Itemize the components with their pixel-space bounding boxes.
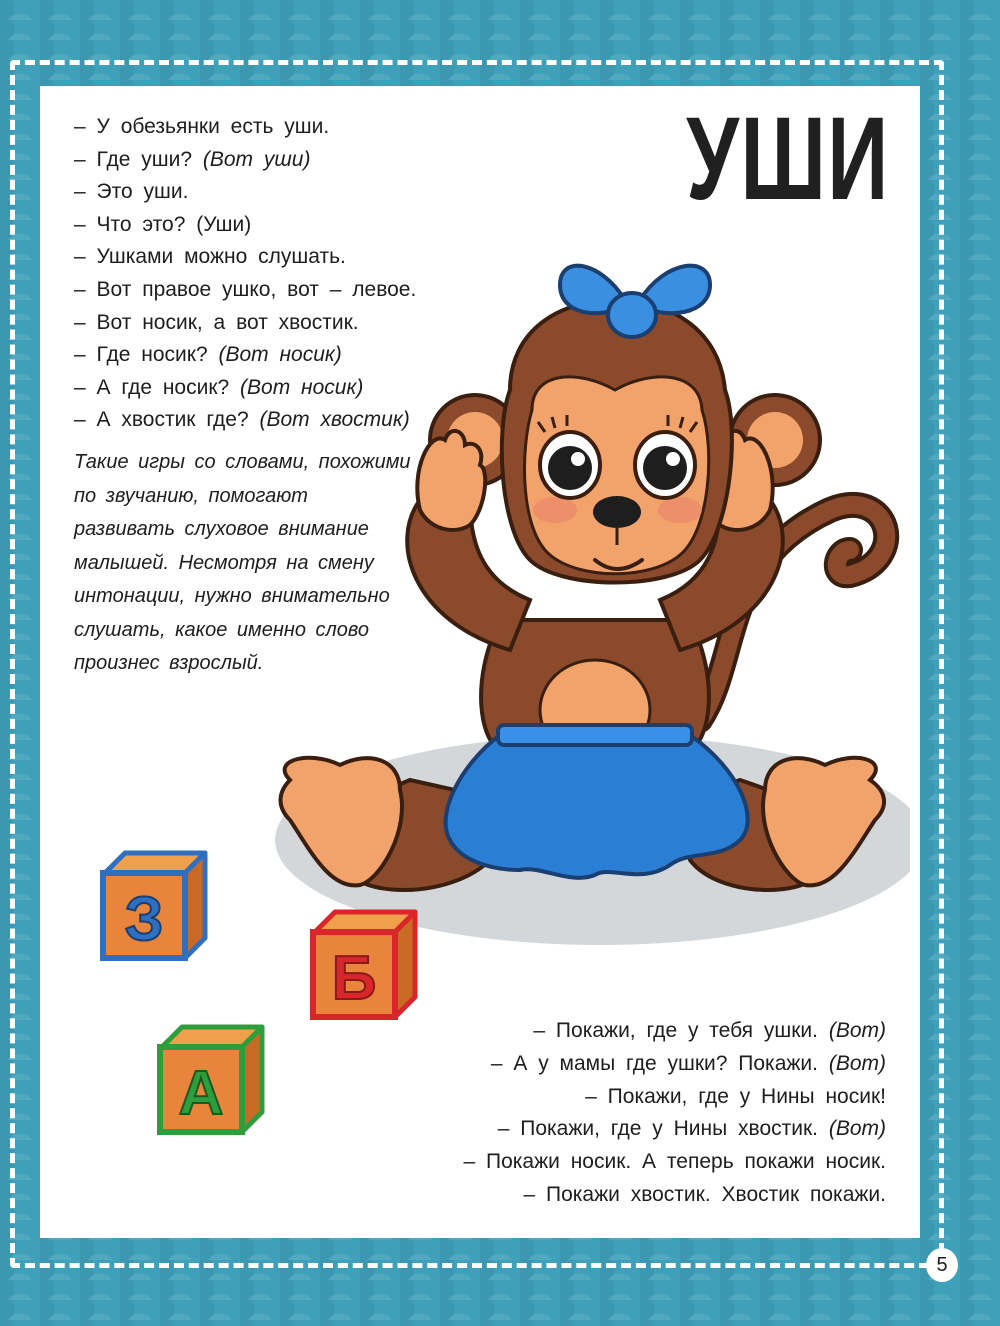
letter-block-icon — [305, 907, 420, 1022]
left-hand — [417, 431, 485, 530]
block-letter: А — [178, 1059, 224, 1128]
parent-note: Такие игры со словами, похожими по звучанию, помогают развивать слуховое внимание малышей. Несмотря на смену интонации, нужно внимательно слушать, какое именно слово произнес взрослый. — [74, 451, 411, 674]
page-number: 5 — [926, 1248, 958, 1282]
letter-block-icon — [95, 848, 210, 963]
dialogue-line: – Покажи носик. А теперь покажи носик. — [463, 1150, 886, 1174]
dialogue-line: – Что это? (Уши) — [74, 212, 252, 236]
block-letter: З — [124, 885, 164, 954]
dialogue-line: – А где носик? (Вот носик) — [74, 375, 364, 399]
nose — [593, 496, 641, 528]
skirt — [446, 735, 748, 878]
dialogue-bottom — [406, 1019, 886, 1216]
dialogue-line: – Это уши. — [74, 180, 189, 204]
dialogue-line: – Вот носик, а вот хвостик. — [74, 310, 359, 334]
dialogue-line: – У обезьянки есть уши. — [74, 115, 330, 138]
block-letter: Б — [331, 944, 377, 1013]
dialogue-line: – Вот правое ушко, вот – левое. — [74, 277, 417, 301]
dialogue-line: – Покажи, где у Нины хвостик. (Вот) — [497, 1117, 886, 1141]
dialogue-line: – Покажи, где у Нины носик! — [585, 1084, 886, 1108]
dialogue-line: – Ушками можно слушать. — [74, 245, 346, 269]
dialogue-line: – Где уши? (Вот уши) — [74, 147, 311, 171]
page-title: УШИ — [686, 93, 890, 225]
dialogue-line: – А у мамы где ушки? Покажи. (Вот) — [490, 1051, 886, 1075]
dialogue-line: – А хвостик где? (Вот хвостик) — [74, 408, 410, 432]
letter-block-icon — [152, 1022, 267, 1137]
dialogue-line: – Покажи, где у тебя ушки. (Вот) — [533, 1019, 886, 1042]
monkey-illustration — [270, 260, 910, 960]
dialogue-line: – Покажи хвостик. Хвостик покажи. — [523, 1182, 886, 1206]
dialogue-line: – Где носик? (Вот носик) — [74, 343, 342, 367]
